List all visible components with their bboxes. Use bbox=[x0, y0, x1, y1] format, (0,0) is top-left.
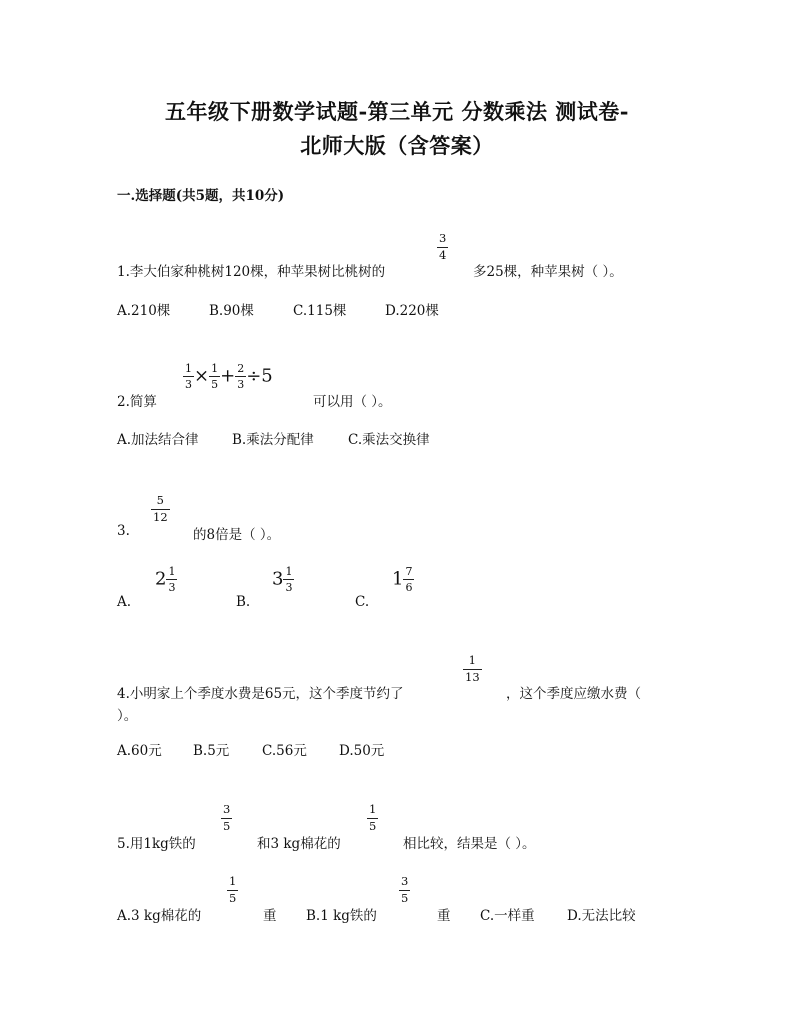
question-4-option-a[interactable]: A.60元 bbox=[117, 743, 162, 759]
question-2-text-end: 可以用（ ）。 bbox=[313, 394, 392, 410]
question-4-text: 4.小明家上个季度水费是65元，这个季度节约了 bbox=[117, 686, 404, 702]
question-5-option-b-fraction: $\frac{3}{5}$ bbox=[401, 874, 409, 905]
question-5-fraction-a: $\frac{3}{5}$ bbox=[223, 802, 231, 833]
question-5-text-end: 相比较，结果是（ ）。 bbox=[403, 836, 536, 852]
question-2-option-a[interactable]: A.加法结合律 bbox=[117, 432, 199, 448]
question-3-text-end: 的8倍是（ ）。 bbox=[193, 527, 281, 543]
question-3-option-c-value: 1 $\frac{7}{6}$ bbox=[392, 565, 413, 594]
question-1-text: 1.李大伯家种桃树120棵，种苹果树比桃树的 bbox=[117, 264, 386, 280]
question-5-option-a-end: 重 bbox=[263, 908, 277, 924]
document-title-line2: 北师大版（含答案） bbox=[300, 133, 494, 158]
question-5-text: 5.用1kg铁的 bbox=[117, 836, 196, 852]
question-3-option-c[interactable]: C. bbox=[355, 594, 370, 610]
question-4-fraction: $\frac{1}{13}$ bbox=[465, 653, 480, 684]
question-5-fraction-b: $\frac{1}{5}$ bbox=[369, 802, 377, 833]
question-3-text: 3. bbox=[117, 523, 130, 539]
question-1-option-b[interactable]: B.90棵 bbox=[209, 303, 254, 319]
question-1-option-c[interactable]: C.115棵 bbox=[293, 303, 347, 319]
question-4-text-end: ，这个季度应缴水费（ bbox=[506, 686, 641, 702]
question-2-option-c[interactable]: C.乘法交换律 bbox=[348, 432, 430, 448]
question-4-text-line2: ）。 bbox=[117, 708, 138, 724]
question-5-option-a[interactable]: A.3 kg棉花的 bbox=[117, 908, 202, 924]
question-3-fraction: $\frac{5}{12}$ bbox=[153, 493, 168, 524]
question-5-option-d[interactable]: D.无法比较 bbox=[567, 908, 636, 924]
question-5-option-c[interactable]: C.一样重 bbox=[480, 908, 535, 924]
document-title-line1: 五年级下册数学试题-第三单元 分数乘法 测试卷- bbox=[164, 99, 630, 124]
question-1-text-end: 多25棵，种苹果树（ ）。 bbox=[473, 264, 623, 280]
question-3-option-b-value: 3 $\frac{1}{3}$ bbox=[272, 565, 293, 594]
question-4-option-b[interactable]: B.5元 bbox=[193, 743, 230, 759]
question-2-text: 2.简算 bbox=[117, 394, 157, 410]
question-3-option-b[interactable]: B. bbox=[236, 594, 251, 610]
section-heading: 一.选择题(共5题，共10分) bbox=[117, 188, 285, 204]
question-3-option-a-value: 2 $\frac{1}{3}$ bbox=[155, 565, 176, 594]
question-5-option-a-fraction: $\frac{1}{5}$ bbox=[229, 874, 237, 905]
question-2-option-b[interactable]: B.乘法分配律 bbox=[232, 432, 314, 448]
question-4-option-c[interactable]: C.56元 bbox=[262, 743, 307, 759]
question-1-option-d[interactable]: D.220棵 bbox=[385, 303, 439, 319]
question-1-fraction: $\frac{3}{4}$ bbox=[439, 231, 447, 262]
question-1-option-a[interactable]: A.210棵 bbox=[117, 303, 171, 319]
question-3-option-a[interactable]: A. bbox=[117, 594, 132, 610]
question-5-option-b[interactable]: B.1 kg铁的 bbox=[306, 908, 377, 924]
question-5-text-middle: 和3 kg棉花的 bbox=[257, 836, 341, 852]
question-4-option-d[interactable]: D.50元 bbox=[339, 743, 385, 759]
question-2-expression: $\frac{1}{3}$ × $\frac{1}{5}$ + $\frac{2}{3}$ ÷5 bbox=[185, 362, 273, 391]
question-5-option-b-end: 重 bbox=[437, 908, 451, 924]
